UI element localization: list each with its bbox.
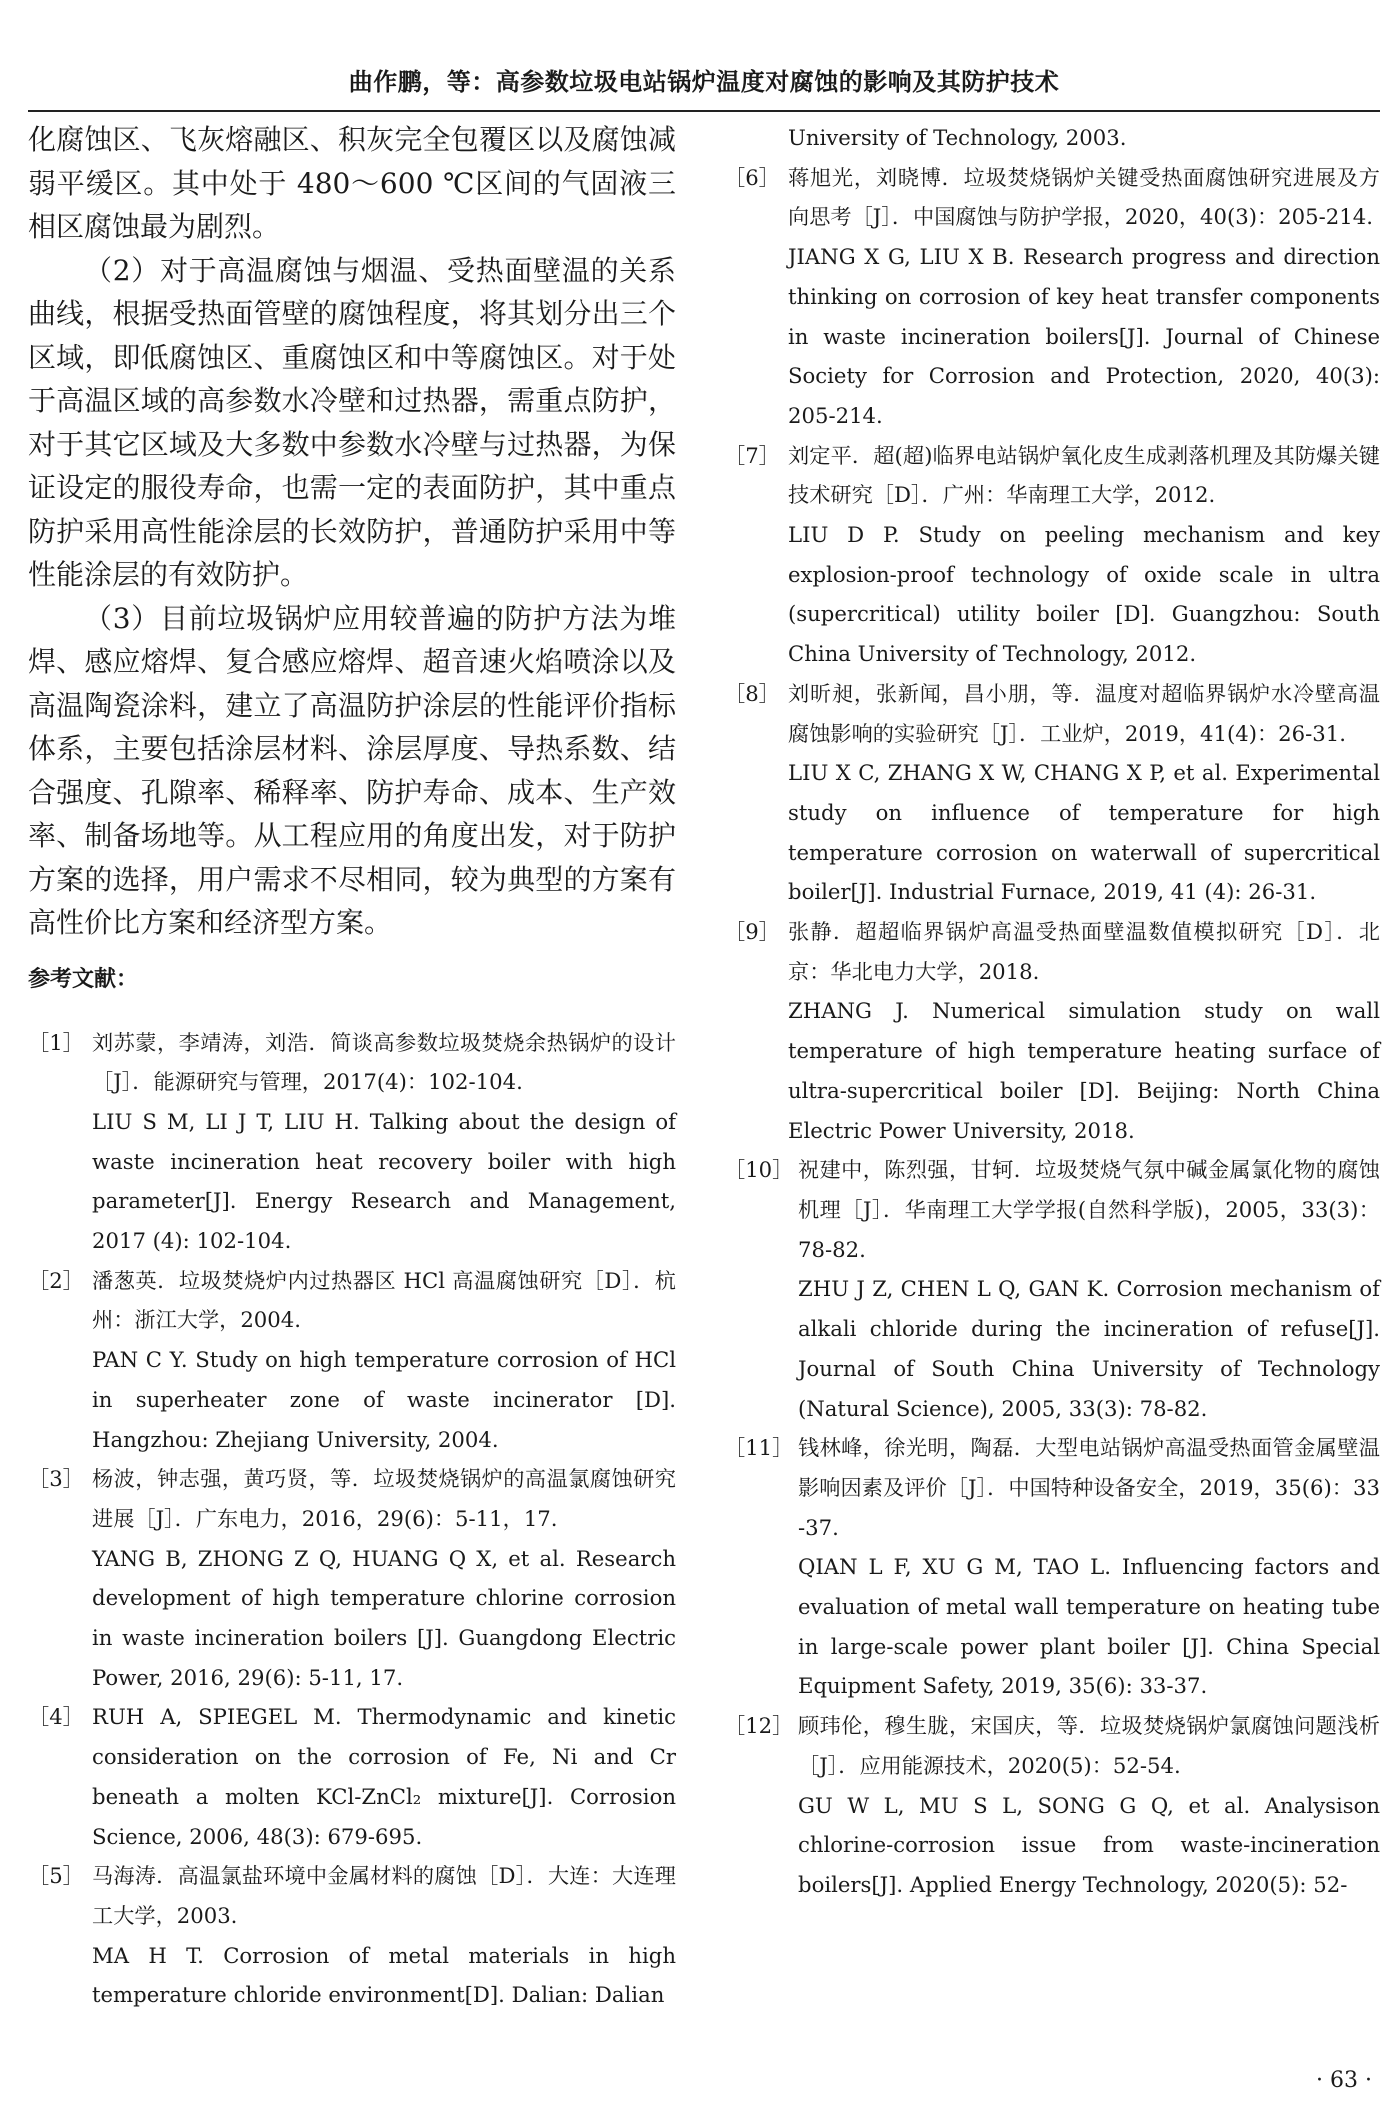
reference-text-zh: 马海涛．高温氯盐环境中金属材料的腐蚀［D］．大连：大连理工大学，2003.: [92, 1863, 676, 1928]
reference-number: ［6］: [724, 164, 780, 190]
reference-text-en: LIU X C, ZHANG X W, CHANG X P, et al. Experimental study on influence of temperature for high temperature corrosion on waterwall of supercritical boiler[J]. Industrial Furnace, 2019, 41 (4): 26-31.: [788, 760, 1380, 905]
reference-text-en: YANG B, ZHONG Z Q, HUANG Q X, et al. Research development of high temperature chlorine corrosion in waste incineration boilers [J]. Guangdong Electric Power, 2016, 29(6): 5-11, 17.: [92, 1545, 676, 1690]
running-header: [28, 58, 1380, 112]
reference-number: ［8］: [724, 680, 780, 706]
body-paragraph: （3）目前垃圾锅炉应用较普遍的防护方法为堆焊、感应熔焊、复合感应熔焊、超音速火焰喷涂以及高温陶瓷涂料，建立了高温防护涂层的性能评价指标体系，主要包括涂层材料、涂层厚度、导热系数、结合强度、孔隙率、稀释率、防护寿命、成本、生产效率、制备场地等。从工程应用的角度出发，对于防护方案的选择，用户需求不尽相同，较为典型的方案有高性价比方案和经济型方案。: [28, 601, 676, 939]
reference-number: ［10］: [724, 1157, 794, 1183]
reference-number: ［2］: [28, 1267, 84, 1293]
reference-text-zh: 钱林峰，徐光明，陶磊．大型电站锅炉高温受热面管金属壁温影响因素及评价［J］．中国特种设备安全，2019，35(6)：33-37.: [798, 1435, 1380, 1540]
reference-number: ［4］: [28, 1704, 84, 1730]
reference-text-zh: 张静．超超临界锅炉高温受热面壁温数值模拟研究［D］．北京：华北电力大学，2018.: [788, 919, 1380, 984]
right-column: [724, 118, 1380, 1905]
reference-text-en: ZHANG J. Numerical simulation study on wall temperature of high temperature heating surface of ultra-supercritical boiler [D]. Beijing: North China Electric Power University, 2018.: [788, 998, 1380, 1143]
reference-text-zh: 刘昕昶，张新闻，昌小朋，等．温度对超临界锅炉水冷壁高温腐蚀影响的实验研究［J］．工业炉，2019，41(4)：26-31.: [788, 680, 1380, 746]
reference-item: [724, 436, 1380, 674]
reference-item: [724, 912, 1380, 1150]
reference-item: [28, 1459, 676, 1697]
reference-text-zh: 潘葱英．垃圾焚烧炉内过热器区 HCl 高温腐蚀研究［D］．杭州：浙江大学，2004.: [92, 1267, 676, 1333]
left-column: [28, 118, 676, 2015]
reference-item: [28, 1023, 676, 1261]
reference-number: ［1］: [28, 1029, 84, 1055]
reference-text-zh: 顾玮伦，穆生胧，宋国庆，等．垃圾焚烧锅炉氯腐蚀问题浅析［J］．应用能源技术，2020(5)：52-54.: [798, 1713, 1380, 1778]
reference-text-en: LIU D P. Study on peeling mechanism and key explosion-proof technology of oxide scale in ultra (supercritical) utility boiler [D]. Guangzhou: South China University of Technology, 2012.: [788, 522, 1380, 667]
reference-item: [724, 1150, 1380, 1428]
reference-item: [28, 1856, 676, 2015]
page-number: · 63 ·: [1316, 2068, 1372, 2093]
body-paragraph: 化腐蚀区、飞灰熔融区、积灰完全包覆区以及腐蚀减弱平缓区。其中处于 480～600 ℃区间的气固液三相区腐蚀最为剧烈。: [28, 123, 676, 243]
references-heading: 参考文献：: [28, 966, 139, 992]
reference-number: ［12］: [724, 1713, 794, 1739]
reference-item: [724, 158, 1380, 436]
reference-item: [28, 1697, 676, 1856]
reference-number: ［7］: [724, 442, 780, 468]
reference-text-en: RUH A, SPIEGEL M. Thermodynamic and kinetic consideration on the corrosion of Fe, Ni and Cr beneath a molten KCl-ZnCl₂ mixture[J]. Corrosion Science, 2006, 48(3): 679-695.: [92, 1704, 676, 1849]
reference-item: [28, 1261, 676, 1460]
reference-text-zh: 杨波，钟志强，黄巧贤，等．垃圾焚烧锅炉的高温氯腐蚀研究进展［J］．广东电力，2016，29(6)：5-11，17.: [92, 1466, 676, 1531]
reference-text-en: JIANG X G, LIU X B. Research progress and direction thinking on corrosion of key heat transfer components in waste incineration boilers[J]. Journal of Chinese Society for Corrosion and Protection, 2020, 40(3): 205-214.: [788, 244, 1380, 428]
reference-text-zh: 蒋旭光，刘晓博．垃圾焚烧锅炉关键受热面腐蚀研究进展及方向思考［J］．中国腐蚀与防护学报，2020，40(3)：205-214.: [788, 164, 1380, 230]
reference-item: [724, 1706, 1380, 1905]
reference-text-en: ZHU J Z, CHEN L Q, GAN K. Corrosion mechanism of alkali chloride during the incineration of refuse[J]. Journal of South China University of Technology (Natural Science), 2005, 33(3): 78-82.: [798, 1276, 1380, 1421]
reference-continuation: University of Technology, 2003.: [788, 125, 1127, 150]
reference-number: ［11］: [724, 1435, 794, 1461]
reference-number: ［3］: [28, 1466, 84, 1492]
reference-number: ［9］: [724, 919, 780, 945]
reference-text-zh: 刘苏蒙，李靖涛，刘浩．简谈高参数垃圾焚烧余热锅炉的设计［J］．能源研究与管理，2017(4)：102-104.: [92, 1029, 676, 1095]
running-title: 曲作鹏，等：高参数垃圾电站锅炉温度对腐蚀的影响及其防护技术: [348, 68, 1060, 96]
reference-text-en: PAN C Y. Study on high temperature corrosion of HCl in superheater zone of waste incinerator [D]. Hangzhou: Zhejiang University, 2004.: [92, 1347, 676, 1452]
reference-text-zh: 祝建中，陈烈强，甘轲．垃圾焚烧气氛中碱金属氯化物的腐蚀机理［J］．华南理工大学学报(自然科学版)，2005，33(3)：78-82.: [798, 1157, 1380, 1262]
reference-item: [724, 674, 1380, 912]
reference-number: ［5］: [28, 1863, 84, 1889]
reference-item: [724, 1428, 1380, 1706]
reference-text-en: GU W L, MU S L, SONG G Q, et al. Analysison chlorine-corrosion issue from waste-incineration boilers[J]. Applied Energy Technology, 2020(5): 52-: [798, 1792, 1380, 1897]
reference-text-en: LIU S M, LI J T, LIU H. Talking about the design of waste incineration heat recovery boiler with high parameter[J]. Energy Research and Management, 2017 (4): 102-104.: [92, 1108, 676, 1254]
reference-text-en: MA H T. Corrosion of metal materials in high temperature chloride environment[D]. Dalian: Dalian: [92, 1942, 676, 2008]
reference-text-zh: 刘定平．超(超)临界电站锅炉氧化皮生成剥落机理及其防爆关键技术研究［D］．广州：华南理工大学，2012.: [788, 442, 1380, 508]
body-paragraph: （2）对于高温腐蚀与烟温、受热面壁温的关系曲线，根据受热面管壁的腐蚀程度，将其划分出三个区域，即低腐蚀区、重腐蚀区和中等腐蚀区。对于处于高温区域的高参数水冷壁和过热器，需重点防护，对于其它区域及大多数中参数水冷壁与过热器，为保证设定的服役寿命，也需一定的表面防护，其中重点防护采用高性能涂层的长效防护，普通防护采用中等性能涂层的有效防护。: [28, 253, 676, 591]
reference-text-en: QIAN L F, XU G M, TAO L. Influencing factors and evaluation of metal wall temperature on heating tube in large-scale power plant boiler [J]. China Special Equipment Safety, 2019, 35(6): 33-37.: [798, 1554, 1380, 1699]
